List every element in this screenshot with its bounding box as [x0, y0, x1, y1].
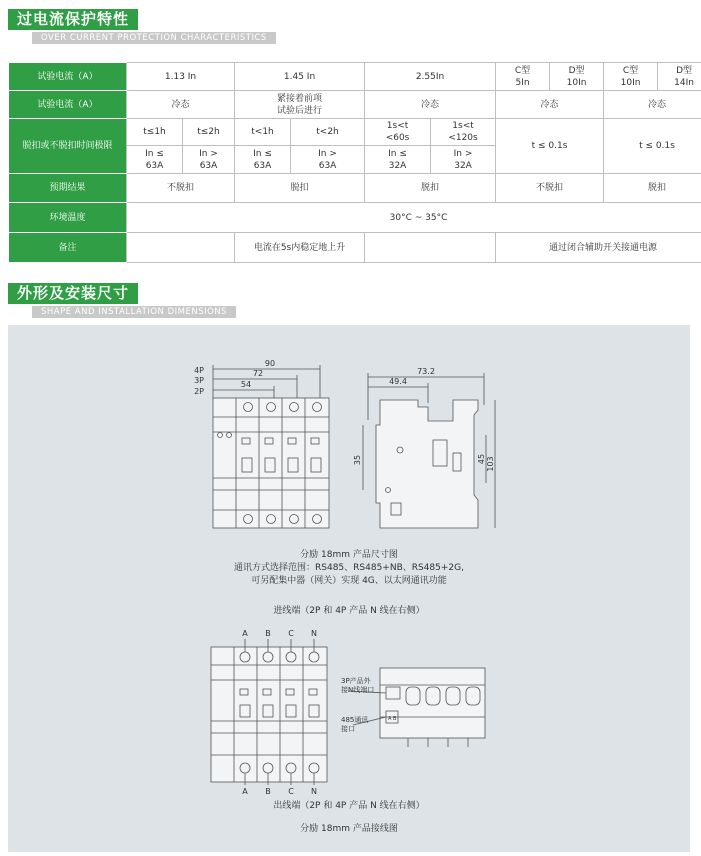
- cell: 冷态: [604, 91, 701, 119]
- section-subtitle-overcurrent: OVER CURRENT PROTECTION CHARACTERISTICS: [32, 32, 276, 44]
- n-port-note-line2: 接N线端口: [341, 685, 374, 694]
- dimension-drawings: [8, 325, 690, 852]
- dim-73-2: 73.2: [417, 367, 435, 376]
- cell: In ≤ 63A: [235, 146, 291, 174]
- dim-90: 90: [265, 359, 275, 368]
- cell: 1s<t <120s: [431, 119, 496, 146]
- cell: In > 63A: [291, 146, 365, 174]
- cell: 紧接着前项 试验后进行: [235, 91, 365, 119]
- dim-103: 103: [486, 456, 495, 471]
- cell: 1.45 In: [235, 63, 365, 91]
- cell: t≤1h: [127, 119, 183, 146]
- section-subtitle-dimensions: SHAPE AND INSTALLATION DIMENSIONS: [32, 306, 236, 318]
- cell: t ≤ 0.1s: [604, 119, 701, 174]
- cell: t ≤ 0.1s: [496, 119, 604, 174]
- cell: D型 14In: [658, 63, 701, 91]
- rs485-port-label: A B: [388, 716, 397, 722]
- rs485-note-line1: 485通讯: [341, 715, 368, 724]
- section-title-dimensions: 外形及安装尺寸: [8, 283, 138, 304]
- section-title-overcurrent: 过电流保护特性: [8, 9, 138, 30]
- dim-45: 45: [477, 454, 486, 464]
- cell: 冷态: [365, 91, 496, 119]
- terminal-a-top: A: [242, 629, 248, 638]
- terminal-b-top: B: [265, 629, 271, 638]
- row-label-ambient-temp: 环境温度: [9, 203, 127, 233]
- cell: In ≤ 63A: [127, 146, 183, 174]
- caption-input-side: 进线端（2P 和 4P 产品 N 线在右侧）: [8, 605, 690, 618]
- row-label-time-limit: 脱扣或不脱扣时间极限: [9, 119, 127, 174]
- terminal-c-top: C: [288, 629, 294, 638]
- cell: t≤2h: [183, 119, 235, 146]
- cell: 1.13 In: [127, 63, 235, 91]
- overcurrent-table: [8, 62, 701, 263]
- cell: 冷态: [127, 91, 235, 119]
- cell: C型 10In: [604, 63, 658, 91]
- cell: 电流在5s内稳定地上升: [235, 233, 365, 263]
- cell: C型 5In: [496, 63, 550, 91]
- cell: 不脱扣: [127, 174, 235, 203]
- caption-gateway: 可另配集中器（网关）实现 4G、以太网通讯功能: [8, 575, 690, 588]
- terminal-c-bottom: C: [288, 787, 294, 796]
- cell: In > 63A: [183, 146, 235, 174]
- cell: 脱扣: [365, 174, 496, 203]
- cell: 1s<t <60s: [365, 119, 431, 146]
- rs485-note-line2: 接口: [341, 724, 355, 733]
- cell: In > 32A: [431, 146, 496, 174]
- terminal-n-bottom: N: [311, 787, 317, 796]
- caption-output-side: 出线端（2P 和 4P 产品 N 线在右侧）: [8, 800, 690, 813]
- cell: 脱扣: [235, 174, 365, 203]
- terminal-a-bottom: A: [242, 787, 248, 796]
- row-label-expected-result: 预期结果: [9, 174, 127, 203]
- dim-35: 35: [353, 455, 362, 465]
- caption-comm-options: 通讯方式选择范围：RS485、RS485+NB、RS485+2G,: [8, 562, 690, 575]
- row-label-test-current-1: 试验电流（A）: [9, 63, 127, 91]
- terminal-b-bottom: B: [265, 787, 271, 796]
- dim-72: 72: [253, 369, 263, 378]
- row-label-test-current-2: 试验电流（A）: [9, 91, 127, 119]
- pole-label-3p: 3P: [194, 376, 204, 385]
- n-port-note-line1: 3P产品外: [341, 676, 372, 685]
- cell: [127, 233, 235, 263]
- caption-dimension-title: 分励 18mm 产品尺寸图: [8, 549, 690, 562]
- cell: 冷态: [496, 91, 604, 119]
- cell: D型 10In: [550, 63, 604, 91]
- cell: 脱扣: [604, 174, 701, 203]
- pole-label-2p: 2P: [194, 387, 204, 396]
- dim-49-4: 49.4: [389, 377, 407, 386]
- cell: 30°C ~ 35°C: [127, 203, 701, 233]
- dim-54: 54: [241, 380, 251, 389]
- dimension-drawing-panel: [8, 325, 690, 852]
- cell: 通过闭合辅助开关接通电源: [496, 233, 701, 263]
- cell: 2.55In: [365, 63, 496, 91]
- pole-label-4p: 4P: [194, 366, 204, 375]
- row-label-remarks: 备注: [9, 233, 127, 263]
- cell: 不脱扣: [496, 174, 604, 203]
- cell: [365, 233, 496, 263]
- terminal-n-top: N: [311, 629, 317, 638]
- cell: t<2h: [291, 119, 365, 146]
- caption-wiring-title: 分励 18mm 产品接线图: [8, 823, 690, 836]
- cell: In ≤ 32A: [365, 146, 431, 174]
- cell: t<1h: [235, 119, 291, 146]
